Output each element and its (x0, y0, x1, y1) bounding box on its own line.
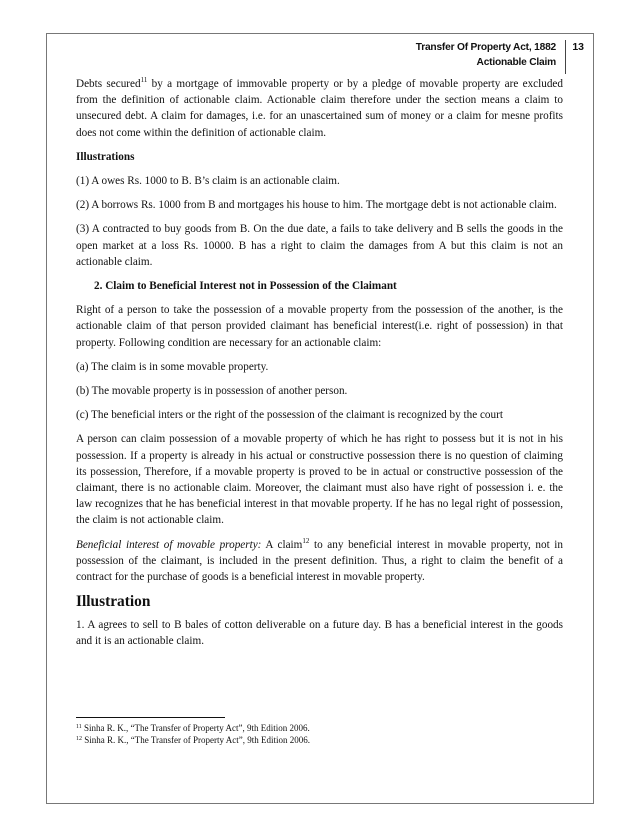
illustrations-heading: Illustrations (76, 150, 135, 163)
beneficial-interest-term: Beneficial interest of movable property: (76, 538, 262, 551)
footnote-text: Sinha R. K., “The Transfer of Property Act”, 9th Edition 2006. (82, 735, 310, 745)
page-body (76, 76, 563, 658)
footnote-ref-12: 12 (302, 536, 310, 545)
paragraph-right-of-person: Right of a person to take the possession of a movable property from the possession of the another, is the actionable claim of that person provided claimant has beneficial interest(i.e. right of possession) in that property. Following condition are necessary for an actionable claim: (76, 304, 563, 349)
footnote-number: 11 (76, 724, 82, 730)
illustration-heading: Illustration (76, 593, 151, 611)
condition-b: (b) The movable property is in possession of another person. (76, 385, 348, 398)
header-title (416, 40, 556, 70)
illustration-final: 1. A agrees to sell to B bales of cotton deliverable on a future day. B has a beneficial interest in the goods and it is an actionable claim. (76, 619, 563, 648)
text-run: Debts secured (76, 78, 141, 90)
condition-c: (c) The beneficial inters or the right of the possession of the claimant is recognized by the court (76, 409, 503, 422)
text-run: A claim (261, 538, 303, 551)
condition-a: (a) The claim is in some movable property. (76, 360, 269, 373)
illustration-1: (1) A owes Rs. 1000 to B. B’s claim is an actionable claim. (76, 175, 340, 188)
footnote-number: 12 (76, 736, 82, 742)
illustration-3: (3) A contracted to buy goods from B. On the due date, a fails to take delivery and B sells the goods in the open market at a loss Rs. 10000. B has a right to claim the damages from A but this claim is not an actionable claim. (76, 223, 563, 268)
illustration-2: (2) A borrows Rs. 1000 from B and mortgages his house to him. The mortgage debt is not actionable claim. (76, 199, 557, 212)
page-number: 13 (572, 41, 584, 53)
footnote-11 (76, 722, 563, 734)
paragraph-beneficial-interest (76, 537, 563, 586)
footnote-ref-11: 11 (140, 76, 148, 84)
paragraph-possession: A person can claim possession of a movable property of which he has right to possess but it is not in his possession. If a property is already in his actual or constructive possession there is no question of claiming its possession, Therefore, if a movable property is proved to be in actual or constructive possession of the claimant, there is no actionable claim. Moreover, the claimant must also have right of possession i. e. the law recognizes that he has beneficial interest in that movable property. If he has no legal right of possession, the claim is not actionable claim. (76, 433, 563, 527)
section-2-heading: 2. Claim to Beneficial Interest not in Possession of the Claimant (94, 280, 397, 293)
text-run: by a mortgage of immovable property or by a pledge of movable property are excluded from the definition of actionable claim. Actionable claim therefore under the section means a claim to unsecured debt. A claim for damages, i.e. for an unascertained sum of money or a claim for mesne profits does not come within the definition of actionable claim. (76, 78, 563, 139)
header-chapter-title: Actionable Claim (476, 57, 556, 68)
running-header (360, 40, 584, 74)
paragraph-debts-secured (76, 76, 563, 141)
footnote-separator (76, 717, 225, 718)
text-run: to any beneficial interest in movable property, not in possession of the claimant, is included in the present definition. Thus, a right to claim the benefit of a contract for the purchase of goods is a beneficial interest in movable property. (76, 538, 564, 584)
header-divider (565, 40, 566, 74)
footnote-text: Sinha R. K., “The Transfer of Property Act”, 9th Edition 2006. (81, 723, 310, 733)
header-act-title: Transfer Of Property Act, 1882 (415, 42, 556, 53)
footnote-12 (76, 734, 563, 746)
footnotes (76, 722, 563, 746)
